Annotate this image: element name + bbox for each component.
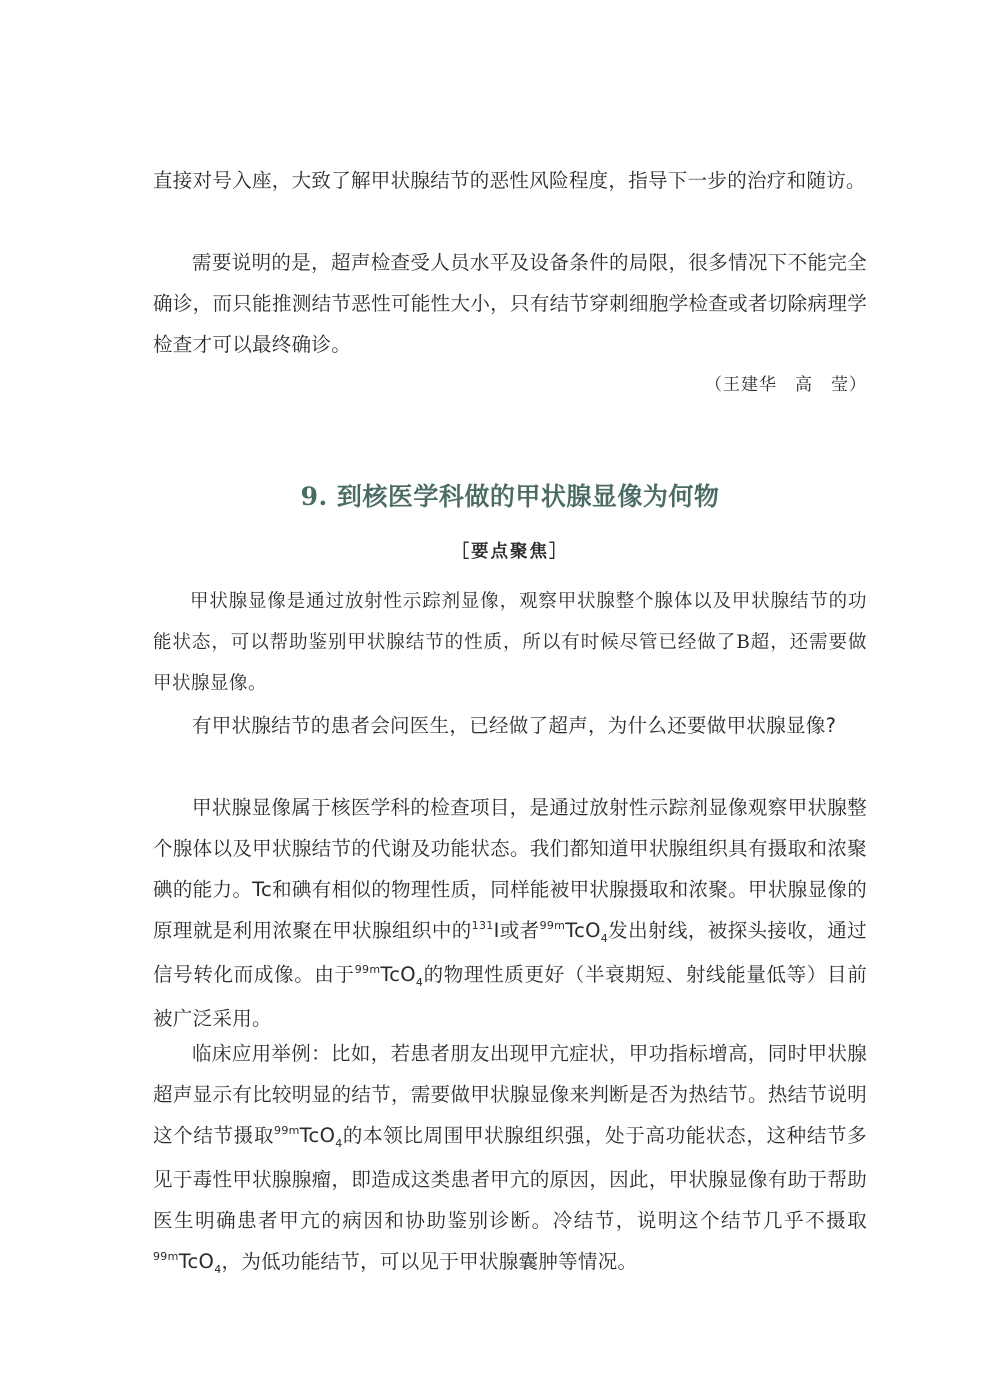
paragraph-principle: 甲状腺显像属于核医学科的检查项目，是通过放射性示踪剂显像观察甲状腺整个腺体以及甲状腺结节的代谢及功能状态。我们都知道甲状腺组织具有摄取和浓聚碘的能力。Tc和碘有相似的物理性质，同样能被甲状腺摄取和浓聚。甲状腺显像的原理就是利用浓聚在甲状腺组织中的$^{131}$I或者$^{99m}$TcO$_4$发出射线，被探头接收，通过信号转化而成像。由于$^{99m}$TcO$_4$的物理性质更好（半衰期短、射线能量低等）目前被广泛采用。 xyxy=(153,796,867,1030)
section-title: 9. 到核医学科做的甲状腺显像为何物 xyxy=(300,482,720,511)
key-points-heading: ［要点聚焦］ xyxy=(451,542,569,562)
paragraph-prev-end: 直接对号入座，大致了解甲状腺结节的恶性风险程度，指导下一步的治疗和随访。 xyxy=(153,169,866,192)
paragraph-clinical-example: 临床应用举例：比如，若患者朋友出现甲亢症状，甲功指标增高，同时甲状腺超声显示有比较明显的结节，需要做甲状腺显像来判断是否为热结节。热结节说明这个结节摄取$^{99m}$TcO$_4$的本领比周围甲状腺组织强，处于高功能状态，这种结节多见于毒性甲状腺腺瘤，即造成这类患者甲亢的原因，因此，甲状腺显像有助于帮助医生明确患者甲亢的病因和协助鉴别诊断。冷结节，说明这个结节几乎不摄取$^{99m}$TcO$_4$，为低功能结节，可以见于甲状腺囊肿等情况。 xyxy=(153,1042,867,1276)
author-signature: （王建华 高 莹） xyxy=(705,375,867,395)
key-points-paragraph: 甲状腺显像是通过放射性示踪剂显像，观察甲状腺整个腺体以及甲状腺结节的功能状态，可以帮助鉴别甲状腺结节的性质，所以有时候尽管已经做了B超，还需要做甲状腺显像。 xyxy=(153,591,867,694)
paragraph-note: 需要说明的是，超声检查受人员水平及设备条件的局限，很多情况下不能完全确诊，而只能推测结节恶性可能性大小，只有结节穿刺细胞学检查或者切除病理学检查才可以最终确诊。 xyxy=(153,251,867,356)
paragraph-question: 有甲状腺结节的患者会问医生，已经做了超声，为什么还要做甲状腺显像? xyxy=(192,714,837,737)
